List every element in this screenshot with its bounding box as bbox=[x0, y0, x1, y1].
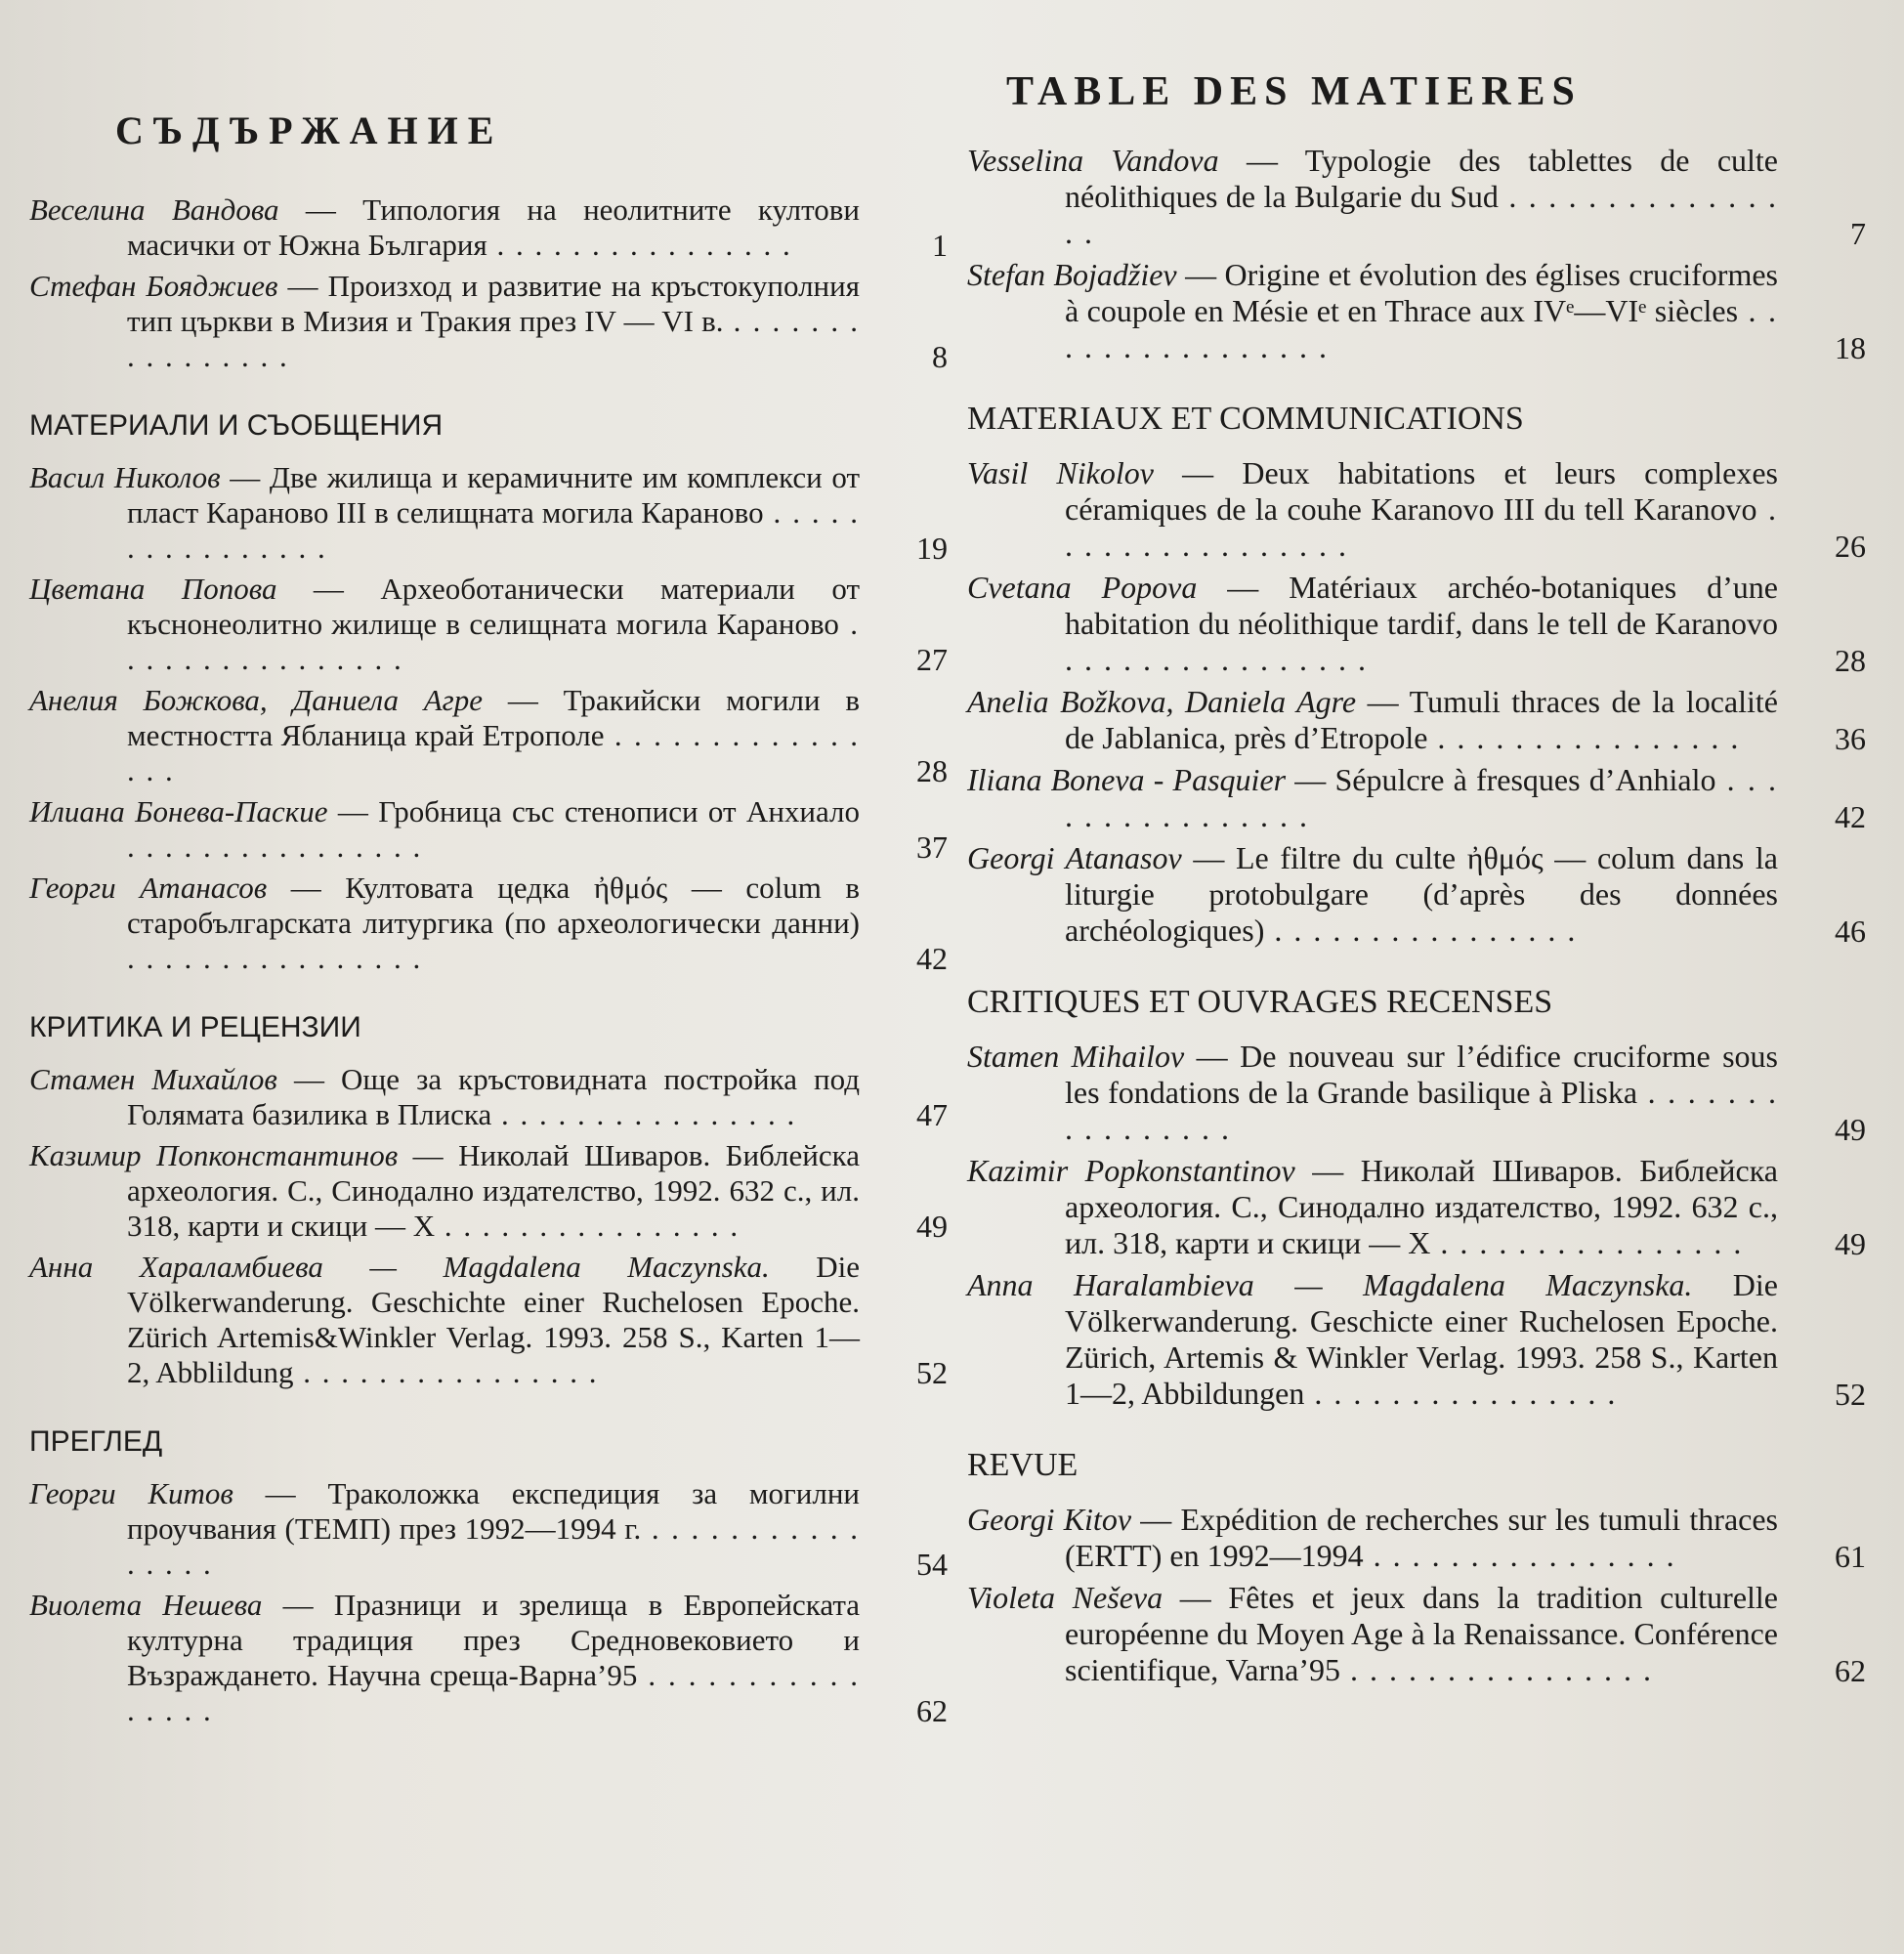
entry-text bbox=[29, 1250, 860, 1390]
dot-leader: . . . . . . . . . . . . . . . . bbox=[1065, 642, 1368, 677]
toc-entry bbox=[967, 257, 1866, 365]
entry-author: Stamen Mihailov bbox=[967, 1039, 1185, 1074]
dot-leader: . . . . . . . . . . . . . . . . bbox=[1065, 179, 1779, 250]
entry-author: Cvetana Popova bbox=[967, 570, 1198, 605]
dot-leader: . . . . . . . . . . . . . . . . bbox=[1065, 293, 1779, 364]
entry-text bbox=[29, 1588, 860, 1728]
toc-entry bbox=[29, 1250, 948, 1390]
toc-entry bbox=[967, 1502, 1866, 1574]
entry-author: Георги Китов bbox=[29, 1476, 233, 1510]
dot-leader: . . . . . . . . . . . . . . . . bbox=[127, 718, 860, 787]
entry-title: — Matériaux archéo-botaniques d’une habitation du néolithique tardif, dans le tell de Karanovo bbox=[1065, 570, 1778, 641]
entry-author: Vesselina Vandova bbox=[967, 143, 1219, 178]
page-number: 42 bbox=[1835, 799, 1866, 834]
dot-leader: . . . . . . . . . . . . . . . . bbox=[127, 1511, 860, 1581]
entry-title: — Николай Шиваров. Библейска археология. С., Синодално издателство, 1992. 632 с., ил. 318, карти и скици — X bbox=[1065, 1153, 1779, 1260]
entry-title: Die Völkerwanderung. Geschichte einer Ruchelosen Epoche. Zürich Artemis&Winkler Verlag. 1993. 258 S., Karten 1—2, Abblildung bbox=[127, 1250, 860, 1389]
entry-text bbox=[29, 572, 860, 677]
entry-text bbox=[29, 192, 860, 263]
toc-entry bbox=[29, 683, 948, 788]
entry-text bbox=[29, 1062, 860, 1132]
page-number: 52 bbox=[1835, 1377, 1866, 1412]
toc-entry bbox=[29, 1138, 948, 1244]
entry-title: — Траколожка експедиция за могилни проучвания (ТЕМП) през 1992—1994 г. bbox=[127, 1476, 860, 1546]
dot-leader: . . . . . . . . . . . . . . . . bbox=[1304, 1376, 1618, 1411]
dot-leader: . . . . . . . . . . . . . . . . bbox=[127, 941, 423, 975]
entry-author: Георги Атанасов bbox=[29, 871, 268, 905]
entry-text bbox=[29, 683, 860, 788]
page-number: 46 bbox=[1835, 913, 1866, 949]
toc-entry bbox=[29, 269, 948, 374]
dot-leader: . . . . . . . . . . . . . . . . bbox=[1065, 762, 1779, 833]
toc-entry bbox=[29, 1588, 948, 1728]
entry-author: Stefan Bojadžiev bbox=[967, 257, 1177, 292]
section-heading: КРИТИКА И РЕЦЕНЗИИ bbox=[29, 1011, 361, 1043]
dot-leader: . . . . . . . . . . . . . . . . bbox=[127, 829, 423, 864]
entry-title: — Fêtes et jeux dans la tradition culturelle européenne du Moyen Age à la Renaissance. Conférence scientifique, Varna’95 bbox=[1065, 1580, 1779, 1687]
entry-author: Виолета Нешева bbox=[29, 1588, 263, 1622]
dot-leader: . . . . . . . . . . . . . . . . bbox=[487, 228, 792, 262]
entry-text bbox=[29, 794, 860, 865]
page-number: 27 bbox=[916, 642, 948, 677]
entry-author: Georgi Kitov bbox=[967, 1502, 1132, 1537]
entry-text bbox=[967, 257, 1778, 365]
dot-leader: . . . . . . . . . . . . . . . . bbox=[127, 1658, 861, 1727]
page-number: 28 bbox=[916, 753, 948, 788]
entry-text bbox=[967, 762, 1778, 834]
entry-title: — Култовата цедка ἠθμός — colum в старобългарската литургика (по археологически данни) bbox=[127, 871, 861, 940]
dot-leader: . . . . . . . . . . . . . . . . bbox=[1430, 1225, 1744, 1260]
entry-title: — Николай Шиваров. Библейска археология. С., Синодално издателство, 1992. 632 с., ил. 318, карти и скици — X bbox=[127, 1138, 860, 1243]
entry-author: Anelia Božkova, Daniela Agre bbox=[967, 684, 1357, 719]
entry-author: Iliana Boneva - Pasquier bbox=[967, 762, 1287, 797]
entry-text bbox=[967, 1153, 1778, 1261]
entry-text bbox=[967, 143, 1778, 251]
entry-author: Казимир Попконстантинов bbox=[29, 1138, 399, 1172]
toc-section bbox=[967, 401, 1866, 949]
page-number: 54 bbox=[916, 1547, 948, 1582]
entry-title: — Археоботанически материали от къснонеолитно жилище в селищната могила Караново bbox=[127, 572, 860, 641]
entry-title: — Празници и зрелища в Европейската културна традиция през Средновековието и Възраждането. Научна среща-Варна’95 bbox=[127, 1588, 860, 1692]
toc-entry bbox=[967, 684, 1866, 756]
dot-leader: . . . . . . . . . . . . . . . . bbox=[127, 304, 861, 373]
entry-author: Цветана Попова bbox=[29, 572, 277, 606]
contents-sections-bg bbox=[29, 192, 948, 1728]
entry-author: Violeta Neševa bbox=[967, 1580, 1164, 1615]
dot-leader: . . . . . . . . . . . . . . . . bbox=[293, 1355, 599, 1389]
entry-title: Die Völkerwanderung. Geschicte einer Ruchelosen Epoche. Zürich, Artemis & Winkler Verlag. 1993. 258 S., Karten 1—2, Abbildungen bbox=[1065, 1267, 1779, 1411]
section-heading: CRITIQUES ET OUVRAGES RECENSES bbox=[967, 984, 1553, 1020]
entry-author: Georgi Atanasov bbox=[967, 840, 1182, 875]
entry-title: — Origine et évolution des églises cruciformes à coupole en Mésie et en Thrace aux IVᵉ—VIᵉ siècles bbox=[1065, 257, 1779, 328]
toc-section bbox=[29, 409, 948, 976]
entry-title: — Още за кръстовидната постройка под Голямата базилика в Плиска bbox=[127, 1062, 860, 1131]
entry-text bbox=[967, 1580, 1778, 1688]
toc-entry bbox=[29, 460, 948, 566]
entry-text bbox=[967, 1039, 1778, 1147]
section-heading: MATERIAUX ET COMMUNICATIONS bbox=[967, 401, 1524, 437]
toc-entry bbox=[29, 794, 948, 865]
entry-text bbox=[967, 570, 1778, 678]
entry-title: — Typologie des tablettes de culte néolithiques de la Bulgarie du Sud bbox=[1065, 143, 1779, 214]
entry-title: — Le filtre du culte ἠθμός — colum dans la liturgie protobulgare (d’après des données archéologiques) bbox=[1065, 840, 1779, 948]
entry-text bbox=[29, 871, 860, 976]
entry-text bbox=[967, 455, 1778, 564]
entry-title: — Произход и развитие на кръстокуполния тип църкви в Мизия и Тракия през IV — VI в. bbox=[127, 269, 860, 338]
entry-title: — Expédition de recherches sur les tumuli thraces (ERTT) en 1992—1994 bbox=[1065, 1502, 1778, 1573]
toc-section bbox=[967, 143, 1866, 365]
toc-entry bbox=[29, 192, 948, 263]
entry-title: — De nouveau sur l’édifice cruciforme sous les fondations de la Grande basilique à Pliska bbox=[1065, 1039, 1779, 1110]
entry-title: — Две жилища и керамичните им комплекси от пласт Караново III в селищната могила Караново bbox=[127, 460, 860, 530]
entry-author: Стамен Михайлов bbox=[29, 1062, 277, 1096]
toc-entry bbox=[967, 1153, 1866, 1261]
entry-author: Anna Haralambieva — Magdalena Maczynska. bbox=[967, 1267, 1693, 1302]
entry-text bbox=[29, 1138, 860, 1244]
toc-entry bbox=[29, 871, 948, 976]
toc-entry bbox=[967, 762, 1866, 834]
entry-author: Анелия Божкова, Даниела Агре bbox=[29, 683, 484, 717]
toc-section bbox=[967, 1447, 1866, 1688]
dot-leader: . . . . . . . . . . . . . . . . bbox=[1264, 913, 1578, 948]
entry-title: — Tumuli thraces de la localité de Jablanica, près d’Etropole bbox=[1065, 684, 1779, 755]
entry-author: Веселина Вандова bbox=[29, 192, 279, 227]
entry-title: — Deux habitations et leurs complexes céramiques de la couhe Karanovo III du tell Karanovo bbox=[1065, 455, 1779, 527]
entry-text bbox=[967, 840, 1778, 949]
page-number: 62 bbox=[1835, 1653, 1866, 1688]
entry-author: Vasil Nikolov bbox=[967, 455, 1154, 490]
entry-author: Васил Николов bbox=[29, 460, 221, 494]
toc-section bbox=[29, 1011, 948, 1390]
entry-author: Kazimir Popkonstantinov bbox=[967, 1153, 1295, 1188]
toc-entry bbox=[967, 1267, 1866, 1412]
entry-title: — Тракийски могили в местността Ябланица край Етрополе bbox=[127, 683, 860, 752]
toc-entry bbox=[967, 570, 1866, 678]
page-number: 37 bbox=[916, 829, 948, 865]
page-number: 49 bbox=[1835, 1112, 1866, 1147]
toc-entry bbox=[29, 572, 948, 677]
dot-leader: . . . . . . . . . . . . . . . . bbox=[1065, 1075, 1779, 1146]
page-number: 61 bbox=[1835, 1539, 1866, 1574]
entry-author: Анна Хараламбиева — Magdalena Maczynska. bbox=[29, 1250, 770, 1284]
toc-entry bbox=[967, 1580, 1866, 1688]
entry-author: Стефан Бояджиев bbox=[29, 269, 278, 303]
dot-leader: . . . . . . . . . . . . . . . . bbox=[1339, 1652, 1653, 1687]
toc-entry bbox=[29, 1476, 948, 1582]
page-number: 62 bbox=[916, 1693, 948, 1728]
entry-author: Илиана Бонева-Паские bbox=[29, 794, 328, 828]
toc-section bbox=[29, 1425, 948, 1728]
dot-leader: . . . . . . . . . . . . . . . . bbox=[1065, 491, 1779, 563]
page-number: 26 bbox=[1835, 529, 1866, 564]
dot-leader: . . . . . . . . . . . . . . . . bbox=[127, 607, 860, 676]
page-number: 49 bbox=[916, 1209, 948, 1244]
page-number: 49 bbox=[1835, 1226, 1866, 1261]
dot-leader: . . . . . . . . . . . . . . . . bbox=[435, 1209, 740, 1243]
entry-text bbox=[29, 269, 860, 374]
page-number: 8 bbox=[932, 339, 948, 374]
dot-leader: . . . . . . . . . . . . . . . . bbox=[1363, 1538, 1676, 1573]
toc-entry bbox=[967, 143, 1866, 251]
contents-title-bg: СЪДЪРЖАНИЕ bbox=[115, 108, 504, 152]
entry-title: — Sépulcre à fresques d’Anhialo bbox=[1286, 762, 1716, 797]
dot-leader: . . . . . . . . . . . . . . . . bbox=[1427, 720, 1741, 755]
entry-text bbox=[967, 1267, 1778, 1412]
section-heading: REVUE bbox=[967, 1447, 1079, 1483]
toc-section bbox=[29, 192, 948, 374]
contents-title-fr: TABLE DES MATIERES bbox=[1006, 69, 1582, 114]
page-number: 52 bbox=[916, 1355, 948, 1390]
dot-leader: . . . . . . . . . . . . . . . . bbox=[491, 1097, 797, 1131]
section-heading: МАТЕРИАЛИ И СЪОБЩЕНИЯ bbox=[29, 409, 444, 442]
toc-section bbox=[967, 984, 1866, 1412]
page-number: 36 bbox=[1835, 721, 1866, 756]
contents-sections-fr bbox=[967, 143, 1866, 1688]
dot-leader: . . . . . . . . . . . . . . . . bbox=[127, 495, 861, 565]
toc-entry bbox=[967, 455, 1866, 564]
page-number: 42 bbox=[916, 941, 948, 976]
page-number: 7 bbox=[1850, 216, 1866, 251]
entry-text bbox=[967, 684, 1778, 756]
entry-text bbox=[29, 1476, 860, 1582]
entry-text bbox=[967, 1502, 1778, 1574]
section-heading: ПРЕГЛЕД bbox=[29, 1425, 163, 1458]
page-number: 28 bbox=[1835, 643, 1866, 678]
toc-entry bbox=[967, 1039, 1866, 1147]
entry-title: — Типология на неолитните култови масички от Южна България bbox=[127, 192, 860, 262]
contents-bulgarian bbox=[29, 107, 948, 1734]
entry-text bbox=[29, 460, 860, 566]
contents-french bbox=[967, 68, 1866, 1694]
page-number: 47 bbox=[916, 1097, 948, 1132]
page-number: 1 bbox=[932, 228, 948, 263]
entry-title: — Гробница със стенописи от Анхиало bbox=[327, 794, 860, 828]
page-number: 19 bbox=[916, 531, 948, 566]
toc-entry bbox=[29, 1062, 948, 1132]
toc-entry bbox=[967, 840, 1866, 949]
page-number: 18 bbox=[1835, 330, 1866, 365]
